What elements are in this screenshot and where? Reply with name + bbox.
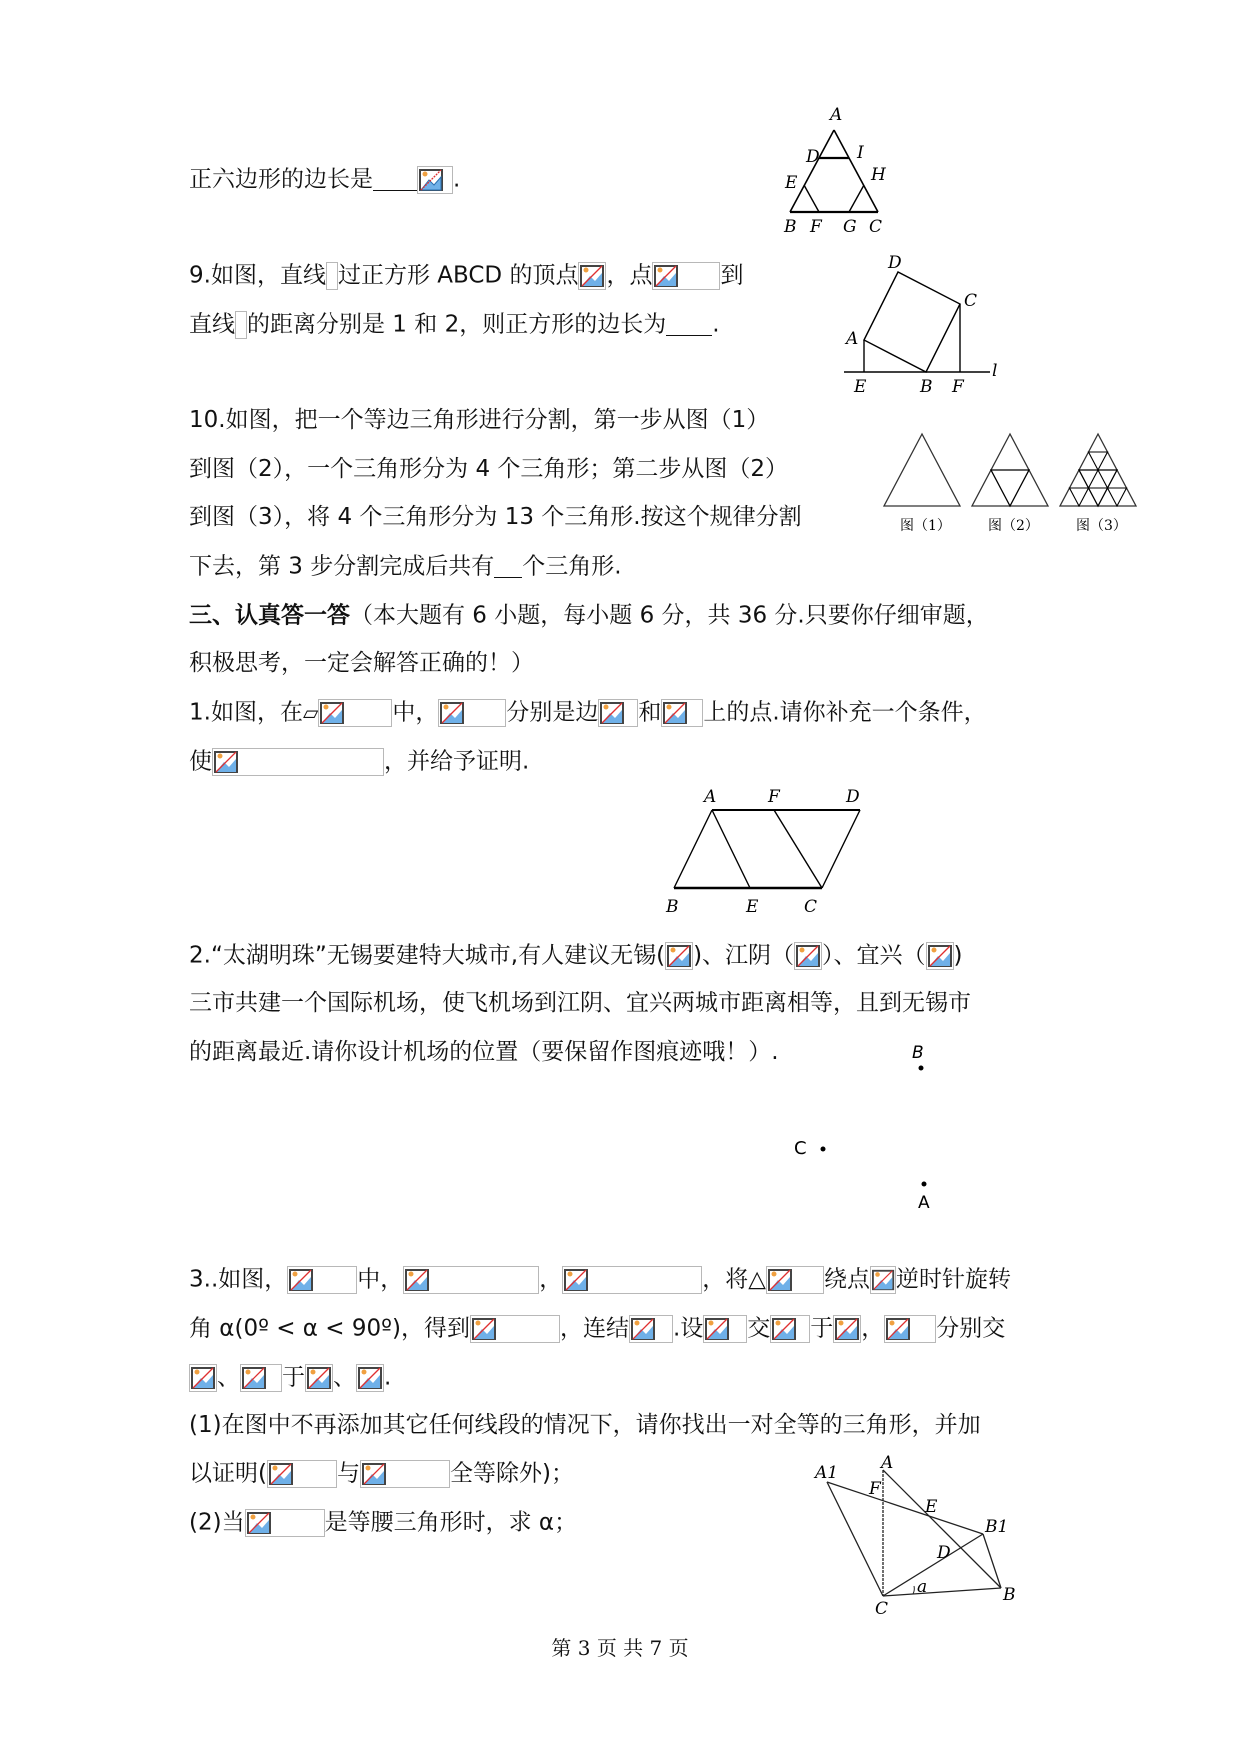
svg-text:F: F (810, 217, 822, 237)
svg-text:A: A (704, 787, 717, 807)
broken-image-icon (926, 942, 954, 970)
svg-text:F: F (869, 1479, 881, 1499)
svg-text:B: B (912, 1043, 924, 1063)
svg-text:图（2）: 图（2） (988, 518, 1039, 534)
svg-text:A1: A1 (815, 1463, 839, 1483)
p3-sub1: (1)在图中不再添加其它任何线段的情况下，请你找出一对全等的三角形，并加 (189, 1412, 981, 1438)
broken-image-icon (305, 1364, 333, 1392)
broken-image-icon (794, 942, 822, 970)
svg-text:B: B (784, 217, 797, 237)
svg-text:l: l (992, 361, 998, 381)
p3-line-2: 角 α(0º < α < 90º)，得到 ，连结 .设 交 于 ， 分别交 (189, 1315, 1006, 1342)
broken-image-icon (770, 1315, 810, 1343)
svg-text:A: A (830, 105, 843, 125)
p1-line-1: 1.如图，在▱ 中， 分别是边 和 上的点.请你补充一个条件， (189, 699, 987, 726)
svg-text:B: B (920, 377, 933, 397)
section-3-desc: 积极思考，一定会解答正确的！） (189, 650, 534, 676)
q8-answer-line: 正六边形的边长是 . (189, 166, 461, 193)
svg-text:E: E (785, 173, 798, 193)
q8-text: 正六边形的边长是 (189, 166, 373, 193)
parallelogram-symbol: ▱ (302, 700, 319, 725)
triangle-subdivision-figures (880, 430, 1160, 544)
three-points-figure (780, 1030, 960, 1224)
svg-text:G: G (843, 217, 857, 237)
broken-image-icon (267, 1460, 337, 1488)
answer-blank (666, 313, 712, 336)
svg-text:D: D (888, 253, 902, 273)
p3-line-3: 、 于 、 . (189, 1362, 391, 1393)
broken-image-icon (470, 1315, 560, 1343)
svg-text:H: H (871, 165, 886, 185)
broken-image-icon (438, 699, 506, 727)
svg-text:E: E (925, 1497, 938, 1517)
svg-text:E: E (854, 377, 867, 397)
broken-image-icon (598, 699, 638, 727)
broken-image-icon (245, 1509, 325, 1537)
svg-text:A: A (846, 329, 859, 349)
broken-image-icon (356, 1364, 384, 1392)
broken-image-icon (665, 942, 693, 970)
broken-image-icon (212, 748, 384, 776)
broken-image-icon (240, 1364, 282, 1392)
svg-text:F: F (768, 787, 780, 807)
answer-blank (494, 555, 522, 578)
svg-text:I: I (857, 143, 864, 163)
svg-text:C: C (964, 291, 978, 311)
p2-line-3: 的距离最近.请你设计机场的位置（要保留作图痕迹哦！）. (189, 1039, 779, 1065)
broken-image-icon (870, 1266, 896, 1294)
page-footer: 第 3 页 共 7 页 (551, 1636, 689, 1660)
svg-text:a: a (917, 1577, 928, 1597)
broken-image-icon (833, 1315, 861, 1343)
broken-image-icon (562, 1266, 702, 1294)
svg-text:B: B (1003, 1585, 1016, 1605)
square-on-line-figure (840, 253, 1000, 402)
broken-image-icon (578, 262, 606, 290)
broken-image-icon (629, 1315, 673, 1343)
hexagon-in-triangle-figure (780, 100, 900, 239)
answer-blank (373, 168, 417, 191)
q10-line-4: 下去，第 3 步分割完成后共有 个三角形. (189, 553, 622, 580)
broken-image-icon (318, 699, 392, 727)
section-title: 三、认真答一答 (189, 602, 350, 629)
broken-image-icon (403, 1266, 539, 1294)
broken-image-icon (884, 1315, 936, 1343)
section-3-header: 三、认真答一答（本大题有 6 小题，每小题 6 分，共 36 分.只要你仔细审题， (189, 602, 989, 629)
svg-text:B1: B1 (985, 1517, 1009, 1537)
p3-line-1: 3..如图， 中， ， ，将△ 绕点 逆时针旋转 (189, 1266, 1011, 1293)
svg-text:B: B (666, 897, 679, 917)
p1-line-2: 使 ，并给予证明. (189, 748, 530, 775)
svg-text:A: A (918, 1193, 930, 1213)
q9-line-2: 直线 的距离分别是 1 和 2，则正方形的边长为 . (189, 311, 720, 338)
p2-line-1: 2.“太湖明珠”无锡要建特大城市,有人建议无锡( )、江阴（ ）、宜兴（ ) (189, 942, 963, 969)
broken-image-icon (360, 1460, 450, 1488)
svg-text:A: A (881, 1453, 894, 1473)
svg-text:图（1）: 图（1） (900, 518, 951, 534)
rotation-triangle-figure (805, 1453, 1035, 1634)
broken-image-icon (326, 262, 338, 290)
svg-text:D: D (806, 147, 820, 167)
q9-line-1: 9.如图，直线 过正方形 ABCD 的顶点 ，点 到 (189, 262, 744, 289)
broken-image-icon (287, 1266, 357, 1294)
svg-text:D: D (937, 1543, 951, 1563)
svg-text:D: D (846, 787, 860, 807)
svg-text:C: C (794, 1138, 807, 1159)
q10-line-2: 到图（2），一个三角形分为 4 个三角形；第二步从图（2） (189, 456, 789, 482)
broken-image-icon (703, 1315, 747, 1343)
svg-text:图（3）: 图（3） (1076, 518, 1127, 534)
svg-text:F: F (952, 377, 964, 397)
q10-line-3: 到图（3），将 4 个三角形分为 13 个三角形.按这个规律分割 (189, 504, 802, 530)
svg-text:C: C (869, 217, 883, 237)
p2-line-2: 三市共建一个国际机场，使飞机场到江阴、宜兴两城市距离相等，且到无锡市 (189, 990, 971, 1016)
svg-text:C: C (875, 1599, 889, 1619)
p3-sub1-cont: 以证明( 与 全等除外)； (189, 1460, 574, 1487)
broken-image-icon (661, 699, 703, 727)
broken-image-icon (766, 1266, 824, 1294)
broken-image-icon (652, 262, 720, 290)
broken-image-icon (235, 311, 247, 339)
svg-text:C: C (804, 897, 818, 917)
parallelogram-figure (660, 780, 870, 924)
p3-sub2: (2)当 是等腰三角形时，求 α； (189, 1509, 578, 1536)
broken-image-icon (189, 1364, 217, 1392)
q10-line-1: 10.如图，把一个等边三角形进行分割，第一步从图（1） (189, 407, 770, 433)
broken-image-icon (417, 166, 453, 194)
svg-text:E: E (746, 897, 759, 917)
